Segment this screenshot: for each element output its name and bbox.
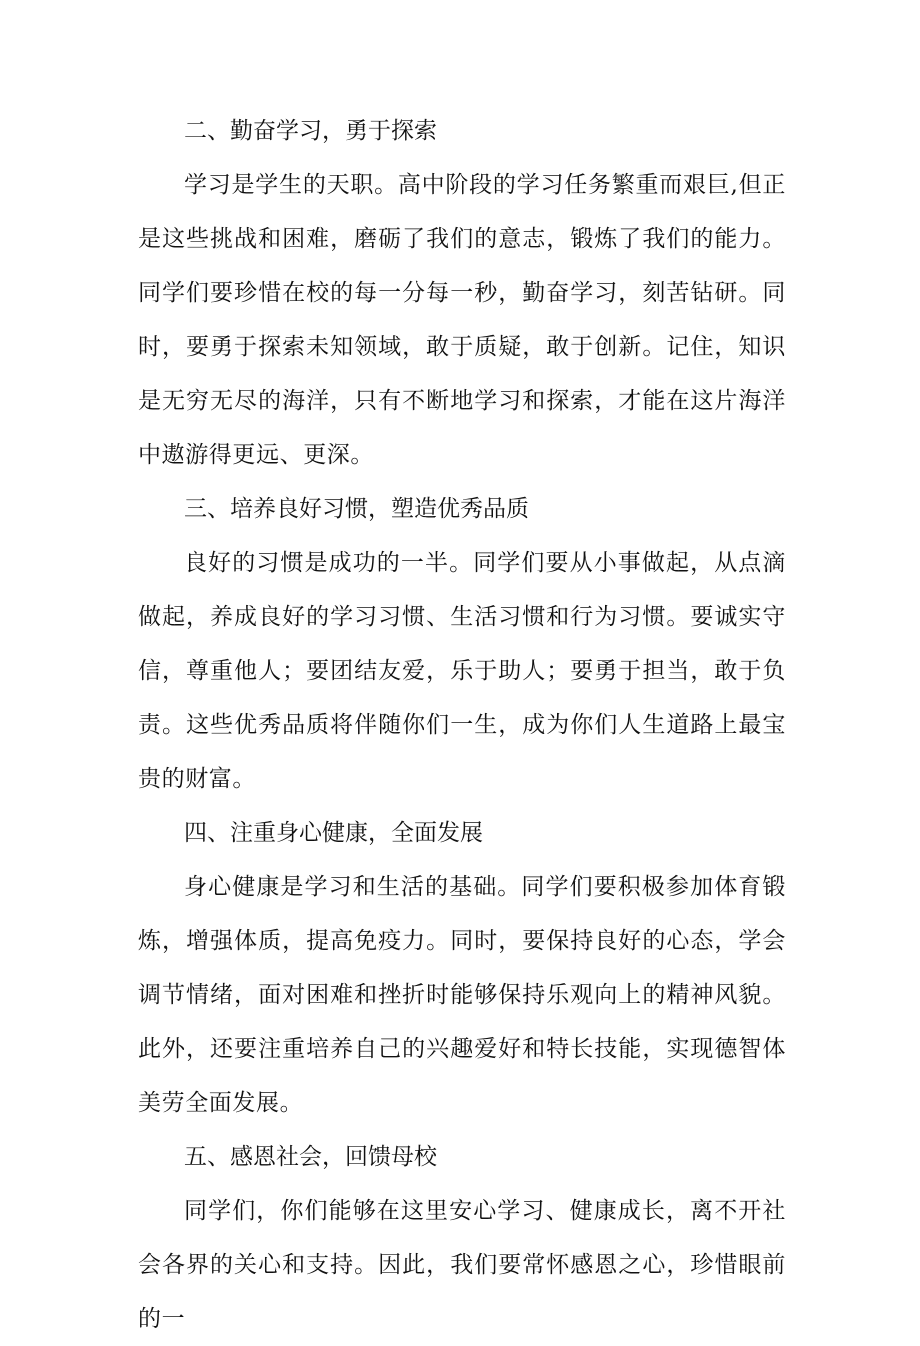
- section-heading-4: 四、注重身心健康，全面发展: [184, 820, 483, 846]
- section-heading-2: 二、勤奋学习，勇于探索: [184, 118, 437, 144]
- section-heading-5: 五、感恩社会，回馈母校: [184, 1144, 437, 1170]
- section-body-4: 身心健康是学习和生活的基础。同学们要积极参加体育锻炼，增强体质，提高免疫力。同时，要保持良好的心态，学会调节情绪，面对困难和挫折时能够保持乐观向上的精神风貌。此外，还要注重培养自己的兴趣爱好和特长技能，实现德智体美劳全面发展。: [138, 874, 786, 1116]
- section-body-2: 学习是学生的天职。高中阶段的学习任务繁重而艰巨,但正是这些挑战和困难，磨砺了我们的意志，锻炼了我们的能力。同学们要珍惜在校的每一分每一秒，勤奋学习，刻苦钻研。同时，要勇于探索未知领域，敢于质疑，敢于创新。记住，知识是无穷无尽的海洋，只有不断地学习和探索，才能在这片海洋中遨游得更远、更深。: [138, 172, 786, 468]
- document-page: [138, 104, 786, 1346]
- section-body-3: 良好的习惯是成功的一半。同学们要从小事做起，从点滴做起，养成良好的学习习惯、生活习惯和行为习惯。要诚实守信，尊重他人；要团结友爱，乐于助人；要勇于担当，敢于负责。这些优秀品质将伴随你们一生，成为你们人生道路上最宝贵的财富。: [138, 550, 786, 792]
- section-heading-3: 三、培养良好习惯，塑造优秀品质: [184, 496, 529, 522]
- section-body-5: 同学们，你们能够在这里安心学习、健康成长，离不开社会各界的关心和支持。因此，我们要常怀感恩之心，珍惜眼前的一: [138, 1198, 786, 1332]
